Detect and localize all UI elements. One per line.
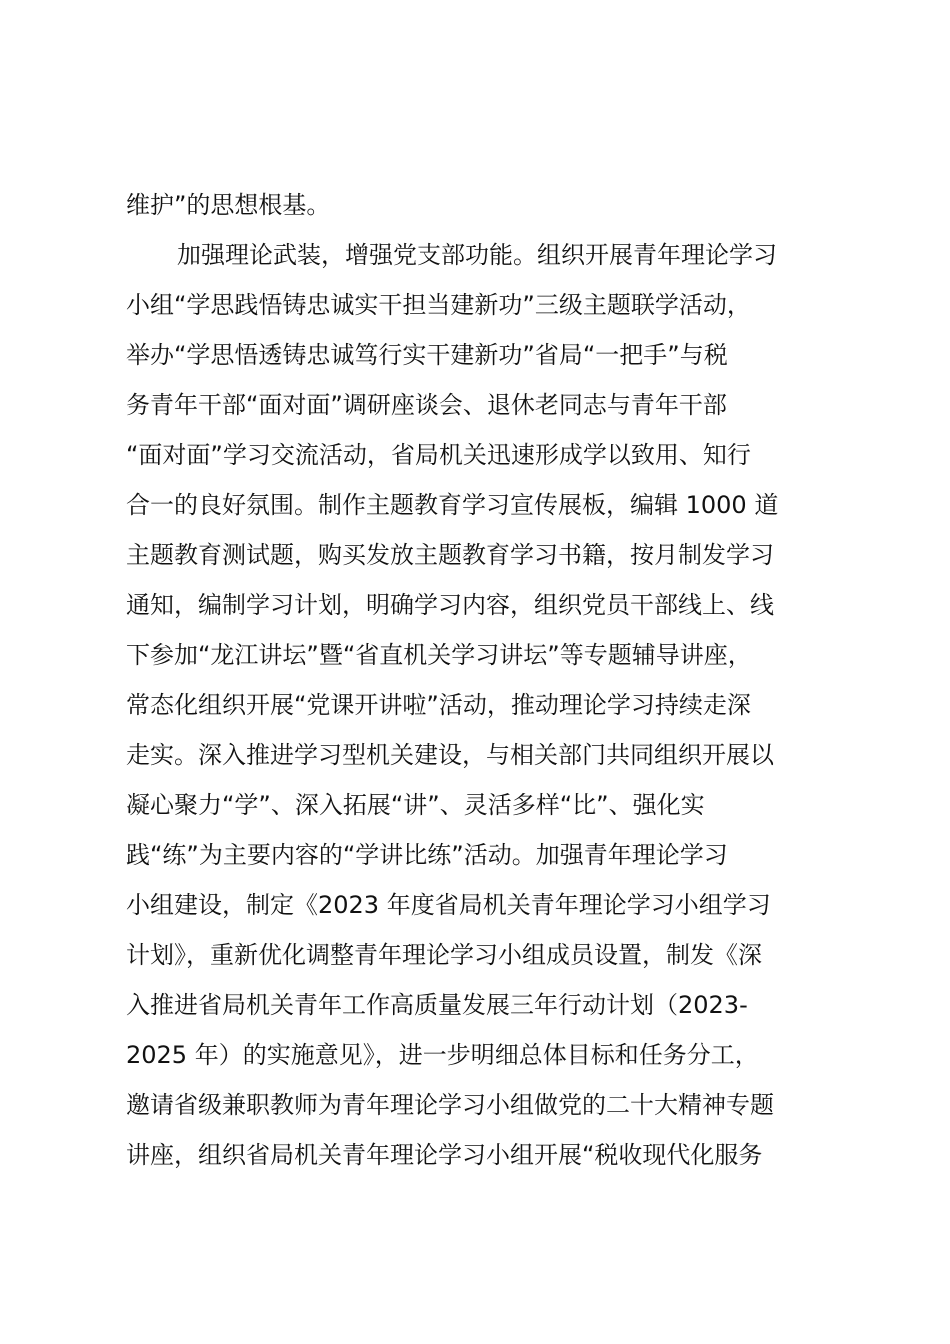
text-line: 维护”的思想根基。 (126, 191, 331, 219)
paragraph-first-line: 加强理论武装，增强党支部功能。组织开展青年理论学习 (177, 241, 777, 269)
text-line: 主题教育测试题，购买发放主题教育学习书籍，按月制发学习 (126, 541, 774, 569)
text-line: 讲座，组织省局机关青年理论学习小组开展“税收现代化服务 (126, 1141, 763, 1169)
text-line: 计划》，重新优化调整青年理论学习小组成员设置，制发《深 (126, 941, 762, 969)
text-line: 走实。深入推进学习型机关建设，与相关部门共同组织开展以 (126, 741, 774, 769)
text-line: “面对面”学习交流活动，省局机关迅速形成学以致用、知行 (126, 441, 751, 469)
text-line: 2025 年）的实施意见》，进一步明细总体目标和任务分工， (126, 1041, 759, 1069)
text-line: 合一的良好氛围。制作主题教育学习宣传展板，编辑 1000 道 (126, 491, 779, 519)
text-line: 常态化组织开展“党课开讲啦”活动，推动理论学习持续走深 (126, 691, 751, 719)
text-line: 践“练”为主要内容的“学讲比练”活动。加强青年理论学习 (126, 841, 728, 869)
text-line: 入推进省局机关青年工作高质量发展三年行动计划（2023- (126, 991, 748, 1019)
body-text (126, 180, 846, 1180)
text-line: 小组建设，制定《2023 年度省局机关青年理论学习小组学习 (126, 891, 771, 919)
text-line: 小组“学思践悟铸忠诚实干担当建新功”三级主题联学活动， (126, 291, 751, 319)
text-line: 邀请省级兼职教师为青年理论学习小组做党的二十大精神专题 (126, 1091, 774, 1119)
text-line: 务青年干部“面对面”调研座谈会、退休老同志与青年干部 (126, 391, 727, 419)
text-line: 下参加“龙江讲坛”暨“省直机关学习讲坛”等专题辅导讲座， (126, 641, 752, 669)
text-line: 举办“学思悟透铸忠诚笃行实干建新功”省局“一把手”与税 (126, 341, 728, 369)
text-line: 通知，编制学习计划，明确学习内容，组织党员干部线上、线 (126, 591, 774, 619)
text-line: 凝心聚力“学”、深入拓展“讲”、灵活多样“比”、强化实 (126, 791, 705, 819)
